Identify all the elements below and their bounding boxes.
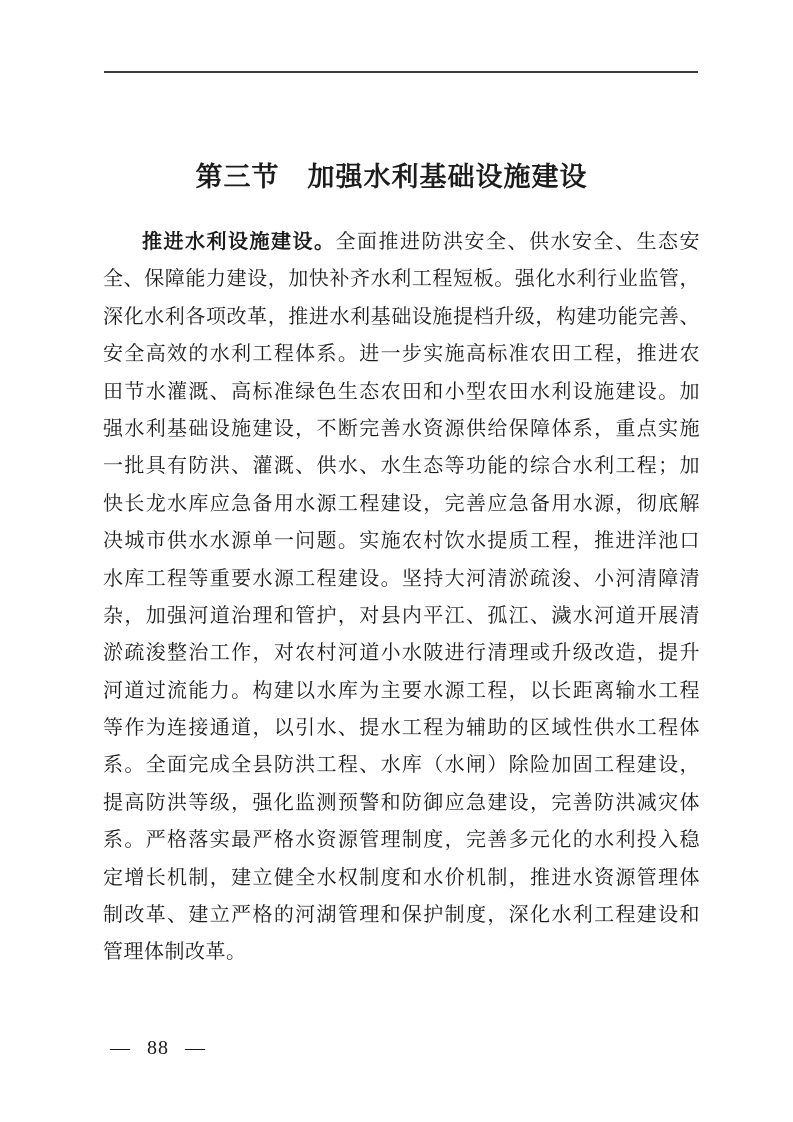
paragraph-line: 一批具有防洪、灌溉、供水、水生态等功能的综合水利工程；加 [103, 455, 700, 478]
paragraph-line: 安全高效的水利工程体系。进一步实施高标准农田工程，推进农 [103, 343, 700, 366]
paragraph-line: 杂，加强河道治理和管护，对县内平江、孤江、濊水河道开展清 [103, 604, 700, 627]
section-title: 第三节 加强水利基础设施建设 [195, 162, 588, 192]
paragraph-line: 河道过流能力。构建以水库为主要水源工程，以长距离输水工程 [103, 679, 700, 702]
header-rule [104, 71, 698, 73]
paragraph-line: 提高防洪等级，强化监测预警和防御应急建设，完善防洪减灾体 [103, 791, 700, 814]
paragraph-line: 全、保障能力建设，加快补齐水利工程短板。强化水利行业监管， [103, 268, 700, 291]
paragraph-line: 决城市供水水源单一问题。实施农村饮水提质工程，推进洋池口 [103, 530, 700, 553]
paragraph-line: 制改革、建立严格的河湖管理和保护制度，深化水利工程建设和 [103, 904, 700, 927]
paragraph-line: 管理体制改革。 [103, 941, 247, 964]
paragraph-line: 快长龙水库应急备用水源工程建设，完善应急备用水源，彻底解 [103, 492, 700, 515]
paragraph-line: 系。全面完成全县防洪工程、水库（水闸）除险加固工程建设， [103, 754, 700, 777]
paragraph-line: 深化水利各项改革，推进水利基础设施提档升级，构建功能完善、 [103, 305, 700, 328]
paragraph-line: 推进水利设施建设。全面推进防洪安全、供水安全、生态安 [142, 231, 700, 253]
paragraph-line: 水库工程等重要水源工程建设。坚持大河清淤疏浚、小河清障清 [103, 567, 700, 590]
paragraph-line: 定增长机制，建立健全水权制度和水价机制，推进水资源管理体 [103, 866, 700, 889]
paragraph-line: 田节水灌溉、高标准绿色生态农田和小型农田水利设施建设。加 [103, 380, 700, 403]
paragraph-line: 系。严格落实最严格水资源管理制度，完善多元化的水利投入稳 [103, 829, 700, 852]
paragraph-line: 等作为连接通道，以引水、提水工程为辅助的区域性供水工程体 [103, 717, 700, 740]
body-paragraph [103, 224, 700, 972]
paragraph-line: 强水利基础设施建设，不断完善水资源供给保障体系，重点实施 [103, 417, 700, 440]
paragraph-lead-bold: 推进水利设施建设。 [142, 231, 336, 253]
paragraph-line: 淤疏浚整治工作，对农村河道小水陂进行清理或升级改造，提升 [103, 642, 700, 665]
page-number: — 88 — [110, 1037, 206, 1059]
